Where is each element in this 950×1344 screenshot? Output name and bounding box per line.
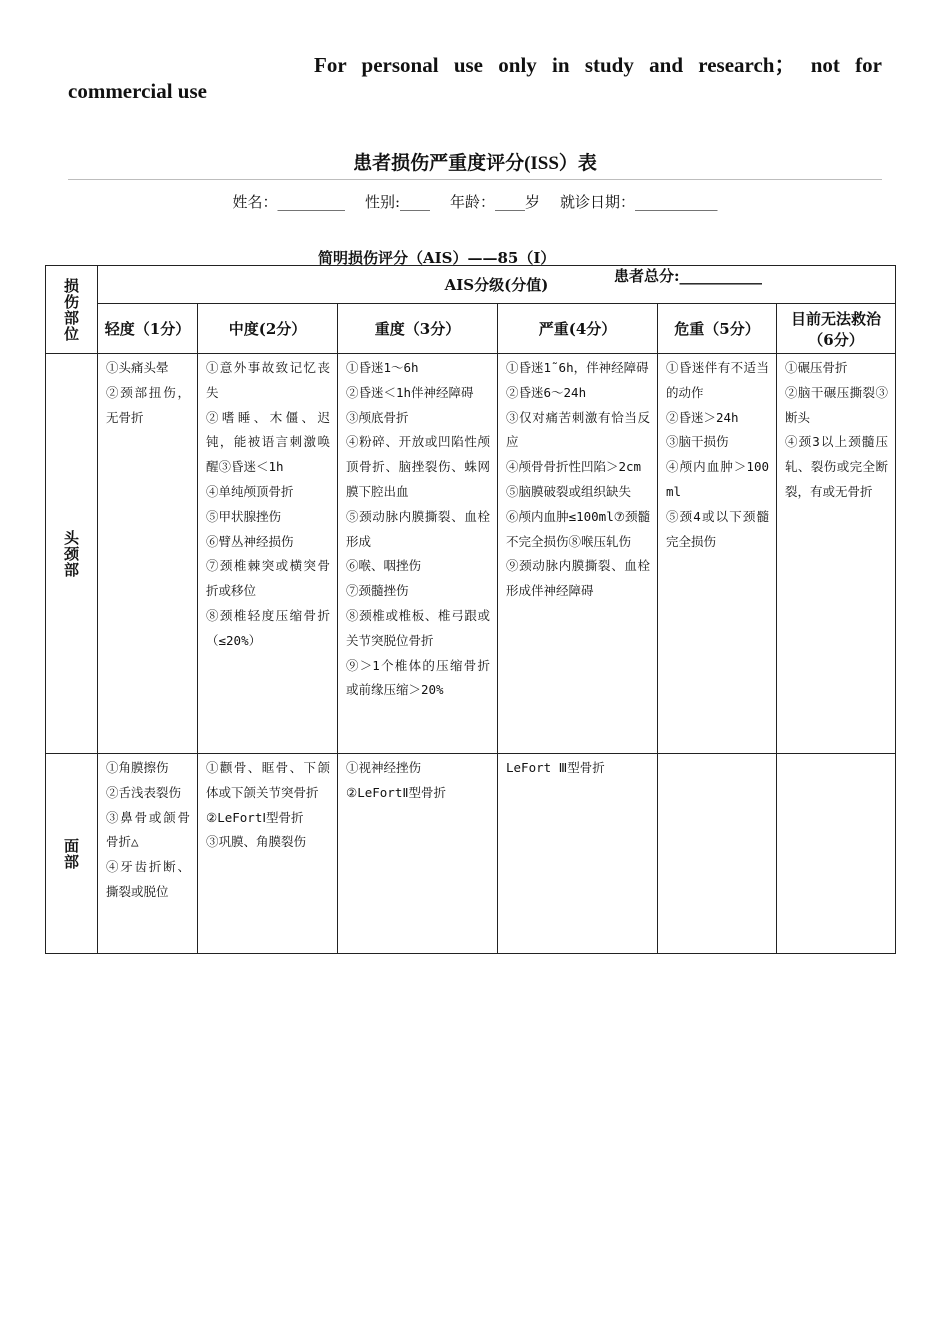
- criterion-item: LeFort Ⅲ型骨折: [506, 760, 605, 775]
- patient-info-row: [68, 191, 882, 212]
- criterion-item: ④粉碎、开放或凹陷性颅顶骨折、脑挫裂伤、蛛网膜下腔出血: [346, 434, 490, 499]
- grade-header-6: 目前无法救治（6分）: [777, 304, 896, 354]
- criterion-item: ④单纯颅顶骨折: [206, 483, 294, 499]
- grade-cell: [98, 754, 198, 954]
- criterion-item: ①意外事故致记忆丧失: [206, 360, 330, 400]
- criterion-item: ①角膜擦伤: [106, 760, 169, 775]
- name-field[interactable]: 姓名：_________: [232, 193, 345, 211]
- criterion-item: ①碾压骨折: [785, 360, 848, 375]
- grade-cell: [498, 354, 658, 754]
- criterion-item: ④牙齿折断、撕裂或脱位: [106, 859, 190, 899]
- criterion-item: ⑤甲状腺挫伤: [206, 508, 282, 524]
- grade-cell: [658, 354, 777, 754]
- criterion-item: ②昏迷＜1h伴神经障碍: [346, 384, 474, 400]
- criterion-item: ⑦颈椎棘突或横突骨折或移位: [206, 558, 330, 599]
- disclaimer: [68, 52, 882, 104]
- criterion-item: ②颈部扭伤，无骨折: [106, 384, 190, 425]
- disclaimer-line-1: For personal use only in study and research； not for: [314, 53, 882, 77]
- criterion-item: ⑥喉、咽挫伤: [346, 558, 422, 574]
- criterion-item: ③巩膜、角膜裂伤: [206, 834, 307, 850]
- criterion-item: ①昏迷1˜6h，伴神经障碍: [506, 360, 649, 375]
- criterion-item: ②舌浅表裂伤: [106, 784, 182, 800]
- grade-header-3: 重度（3分）: [338, 304, 498, 354]
- criterion-item: ②脑干碾压撕裂③断头: [785, 384, 888, 425]
- grade-header-5: 危重（5分）: [658, 304, 777, 354]
- region-column-header: 损伤部位: [46, 266, 98, 354]
- criterion-item: ⑧颈椎轻度压缩骨折（≤20%）: [206, 607, 330, 648]
- grade-cell: [198, 754, 338, 954]
- criterion-item: ②LeFortⅠ型骨折: [206, 809, 304, 825]
- grade-cell: [498, 754, 658, 954]
- region-label: 面部: [46, 754, 98, 954]
- criterion-item: ①颧骨、眶骨、下颌体或下颌关节突骨折: [206, 760, 330, 800]
- grade-header-1: 轻度（1分）: [98, 304, 198, 354]
- criterion-item: ⑥颅内血肿≤100ml⑦颈髓不完全损伤⑧喉压轧伤: [506, 508, 650, 549]
- grade-header-row: [46, 304, 896, 354]
- criterion-item: ②昏迷6～24h: [506, 384, 587, 400]
- patient-total-score-field[interactable]: 患者总分:___________: [614, 267, 763, 285]
- criterion-item: ⑤脑膜破裂或组织缺失: [506, 483, 632, 499]
- criterion-item: ③颅底骨折: [346, 409, 409, 425]
- grade-cell: [198, 354, 338, 754]
- criterion-item: ⑤颈4或以下颈髓完全损伤: [666, 508, 769, 549]
- table-row: [46, 354, 896, 754]
- criterion-item: ③鼻骨或颌骨骨折△: [106, 809, 190, 850]
- document-title: 患者损伤严重度评分(ISS）表: [68, 148, 882, 180]
- criterion-item: ②嗜睡、木僵、迟钝，能被语言刺激唤醒③昏迷＜1h: [206, 409, 330, 475]
- criterion-item: ①昏迷伴有不适当的动作: [666, 360, 769, 400]
- table-row: [46, 754, 896, 954]
- criterion-item: ④颅内血肿＞100ml: [666, 459, 769, 499]
- criterion-item: ⑦颈髓挫伤: [346, 583, 409, 599]
- grade-cell: [98, 354, 198, 754]
- criterion-item: ④颈3以上颈髓压轧、裂伤或完全断裂，有或无骨折: [785, 434, 888, 499]
- grade-cell: [777, 354, 896, 754]
- visit-date-field[interactable]: 就诊日期：___________: [560, 193, 718, 211]
- criterion-item: ⑤颈动脉内膜撕裂、血栓形成: [346, 508, 490, 549]
- criterion-item: ②昏迷＞24h: [666, 409, 739, 425]
- age-field[interactable]: 年龄：____岁: [450, 193, 541, 211]
- grade-cell: [338, 354, 498, 754]
- grade-cell: [658, 754, 777, 954]
- grade-cell: [777, 754, 896, 954]
- ais-grade-header: AIS分级(分值): [98, 266, 896, 304]
- criterion-item: ③脑干损伤: [666, 434, 729, 450]
- grade-header-2: 中度(2分）: [198, 304, 338, 354]
- region-label: 头颈部: [46, 354, 98, 754]
- criterion-item: ⑨＞1个椎体的压缩骨折或前缘压缩＞20%: [346, 657, 490, 698]
- criterion-item: ①昏迷1～6h: [346, 360, 419, 375]
- criterion-item: ⑥臂丛神经损伤: [206, 533, 294, 549]
- gender-field[interactable]: 性别:____: [364, 193, 431, 211]
- grade-cell: [338, 754, 498, 954]
- criterion-item: ①头痛头晕: [106, 360, 169, 375]
- ais-version-label: 简明损伤评分（AIS）——85（Ⅰ）: [318, 249, 556, 267]
- disclaimer-line-2: commercial use: [68, 79, 207, 103]
- criterion-item: ⑨颈动脉内膜撕裂、血栓形成伴神经障碍: [506, 558, 650, 599]
- iss-table: [45, 265, 896, 954]
- criterion-item: ④颅骨骨折性凹陷＞2cm: [506, 459, 642, 475]
- grade-header-4: 严重(4分）: [498, 304, 658, 354]
- criterion-item: ⑧颈椎或椎板、椎弓跟或关节突脱位骨折: [346, 607, 490, 648]
- criterion-item: ②LeFortⅡ型骨折: [346, 784, 447, 800]
- criterion-item: ③仅对痛苦刺激有恰当反应: [506, 409, 650, 450]
- criterion-item: ①视神经挫伤: [346, 760, 422, 775]
